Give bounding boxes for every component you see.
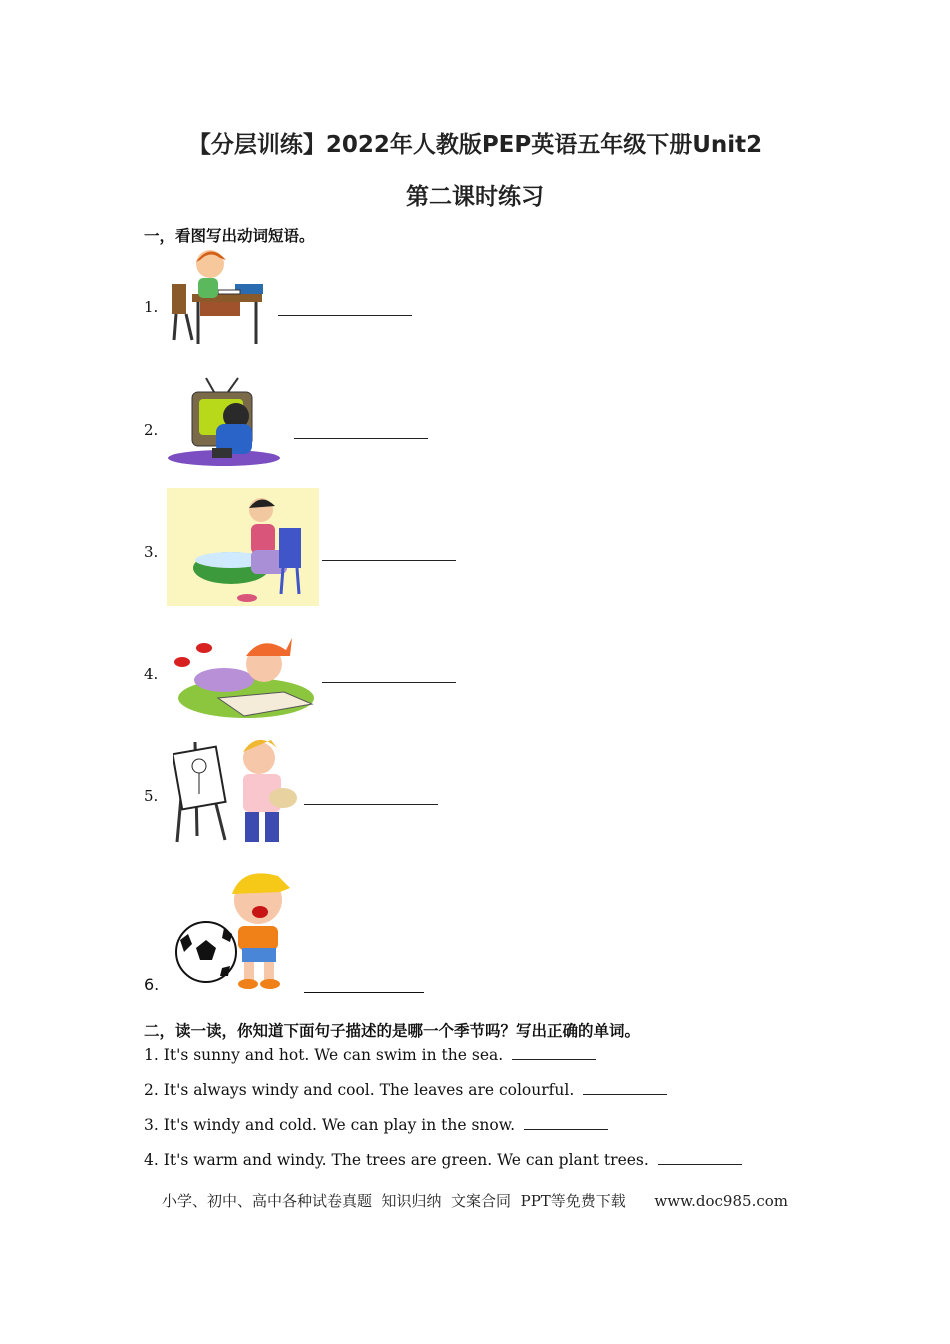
question-number: 3. xyxy=(144,543,159,561)
boy-playing-football-picture xyxy=(172,870,300,992)
section2-heading: 二，读一读，你知道下面句子描述的是哪一个季节吗？写出正确的单词。 xyxy=(144,1022,641,1040)
section1-heading: 一，看图写出动词短语。 xyxy=(144,227,315,245)
question-number: 4. xyxy=(144,665,159,683)
sentence-text: It's warm and windy. The trees are green. We can plant trees. xyxy=(163,1151,649,1169)
answer-line-4[interactable] xyxy=(322,681,456,683)
sentence-2 xyxy=(144,1081,667,1099)
sentence-number: 4. xyxy=(144,1151,159,1169)
page-footer: 小学、初中、高中各种试卷真题 知识归纳 文案合同 PPT等免费下载 www.doc985.com xyxy=(161,1192,788,1210)
answer-line[interactable] xyxy=(524,1117,608,1130)
page-subtitle: 第二课时练习 xyxy=(406,184,544,210)
sentence-text: It's sunny and hot. We can swim in the sea. xyxy=(163,1046,504,1064)
sentence-text: It's always windy and cool. The leaves are colourful. xyxy=(163,1081,575,1099)
answer-line-3[interactable] xyxy=(322,559,456,561)
question-number: 6. xyxy=(144,975,160,994)
sentence-3 xyxy=(144,1116,608,1134)
sentence-number: 1. xyxy=(144,1046,159,1064)
answer-line-2[interactable] xyxy=(294,437,428,439)
boy-drawing-picture xyxy=(173,732,297,846)
question-number: 5. xyxy=(144,787,159,805)
question-number: 2. xyxy=(144,421,159,439)
sentence-4 xyxy=(144,1151,742,1169)
answer-line-5[interactable] xyxy=(304,803,438,805)
answer-line[interactable] xyxy=(658,1152,742,1165)
sentence-text: It's windy and cold. We can play in the snow. xyxy=(163,1116,516,1134)
girl-reading-book-picture xyxy=(174,626,314,720)
answer-line-1[interactable] xyxy=(278,314,412,316)
boy-watching-tv-picture xyxy=(166,376,286,470)
answer-line[interactable] xyxy=(583,1082,667,1095)
sentence-number: 2. xyxy=(144,1081,159,1099)
question-number: 1. xyxy=(144,298,159,316)
page-title: 【分层训练】2022年人教版PEP英语五年级下册Unit2 xyxy=(187,132,763,158)
answer-line[interactable] xyxy=(512,1047,596,1060)
sentence-number: 3. xyxy=(144,1116,159,1134)
answer-line-6[interactable] xyxy=(304,991,424,993)
sentence-1 xyxy=(144,1046,596,1064)
girl-doing-homework-picture xyxy=(170,244,270,346)
girl-washing-clothes-picture xyxy=(167,488,319,606)
